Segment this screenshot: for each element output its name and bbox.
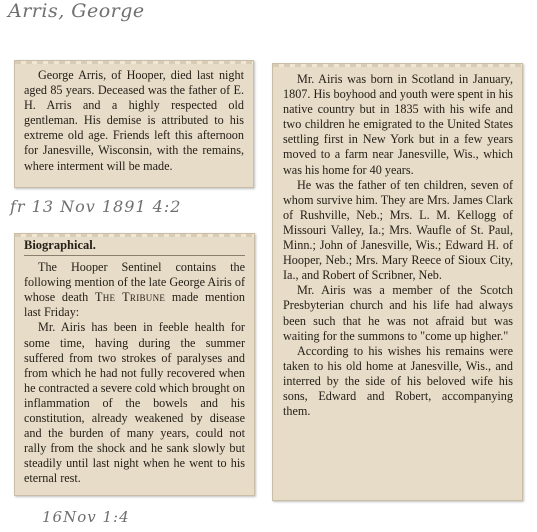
children-paragraph: He was the father of ten children, seven of whom survive him. They are Mrs. James Clark of Rushville, Neb.; Mrs. L. M. Kellogg of Missouri Valley, Ia.; Mrs. Waufle of St. Paul, Minn.; John of Janesville, Wis.; Edward H. of Hooper, Neb.; Mrs. Mary Reece of Sioux City, Ia., and Robert of Scribner, Neb. — [283, 177, 513, 283]
biographical-health-paragraph: Mr. Airis has been in feeble health for some time, having during the summer suffered from two strokes of paralyses and from which he had not fully recovered when he contracted a severe cold which brought on inflammation of the bowels and his constitution, already weakened by disease and the burden of many years, could not rally from the shock and he sank slowly but steadily until last night when he went to his eternal rest. — [24, 320, 245, 486]
handwritten-date-annotation: fr 13 Nov 1891 4:2 — [10, 197, 182, 216]
torn-edge — [15, 234, 254, 237]
newspaper-name: The Tribune — [95, 290, 166, 305]
burial-paragraph: According to his wishes his remains were taken to his old home at Janesville, Wis., and interred by the side of his beloved wife his sons, Edward and Robert, accompanying them. — [283, 343, 513, 419]
birth-paragraph: Mr. Airis was born in Scotland in January, 1807. His boyhood and youth were spent in his native country but in 1835 with his wife and two children he emigrated to the United States settling first in New York but in a few years moved to a farm near Janesville, Wis., which was his home for 40 years. — [283, 72, 513, 177]
continued-clipping — [272, 63, 523, 501]
torn-edge — [15, 61, 253, 64]
church-paragraph: Mr. Airis was a member of the Scotch Presbyterian church and his life had always been such that he was not afraid but was waiting for the summons to "come up higher." — [283, 283, 513, 343]
obituary-clipping — [14, 60, 254, 188]
intro-text-after: made mention last Friday: — [24, 290, 245, 320]
biographical-heading: Biographical. — [24, 238, 96, 252]
biographical-clipping — [14, 233, 255, 496]
torn-edge — [273, 64, 522, 67]
intro-text-before: The Hooper Sentinel contains the following mention of the late George Airis of whose death — [24, 260, 245, 305]
heading-rule — [24, 255, 245, 256]
handwritten-name-annotation: Arris, George — [8, 0, 145, 22]
biographical-intro — [24, 260, 245, 320]
handwritten-page-annotation: 16Nov 1:4 — [42, 508, 130, 526]
obituary-text: George Arris, of Hooper, died last night aged 85 years. Deceased was the father of E. H. Arris and a highly respected old gentleman. His demise is attributed to his extreme old age. Friends left this afternoon for Janesville, Wisconsin, with the remains, where interment will be made. — [24, 68, 244, 173]
